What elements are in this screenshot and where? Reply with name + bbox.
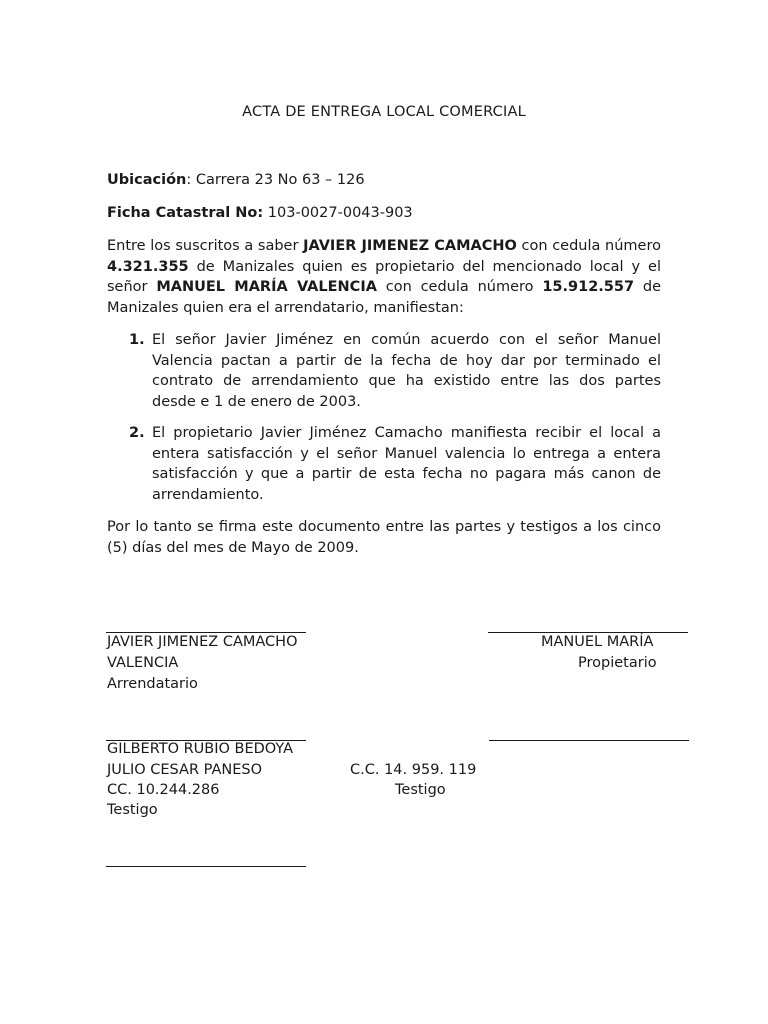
list-item-number: 1.	[129, 332, 145, 348]
witness-1-name: GILBERTO RUBIO BEDOYA	[107, 741, 294, 757]
intro-text-1: Entre los suscritos a saber	[107, 238, 304, 254]
list-item-text: El señor Javier Jiménez en común acuerdo con el señor Manuel Valencia pactan a partir de la fecha de hoy dar por terminado el contrato de arrendamiento que ha existido entre las dos partes desde e 1 de enero de 2003.	[152, 332, 661, 411]
signature-line-witness-2	[489, 740, 689, 741]
tenant-signature-name: JAVIER JIMENEZ CAMACHO	[107, 634, 298, 650]
list-item	[107, 330, 661, 413]
owner-id: 4.321.355	[107, 258, 189, 275]
witness-1-role: Testigo	[395, 782, 446, 798]
cadastral-value: 103-0027-0043-903	[263, 205, 413, 221]
cadastral-label: Ficha Catastral No:	[107, 205, 264, 221]
list-item-text: El propietario Javier Jiménez Camacho manifiesta recibir el local a entera satisfacción y el señor Manuel valencia lo entrega a entera satisfacción y que a partir de esta fecha no pagara más canon de arrendamiento.	[152, 424, 661, 503]
tenant-name: MANUEL MARÍA VALENCIA	[156, 279, 377, 296]
owner-name: JAVIER JIMENEZ CAMACHO	[303, 238, 517, 254]
location-value: : Carrera 23 No 63 – 126	[186, 172, 365, 188]
witness-2-id: CC. 10.244.286	[107, 782, 220, 798]
cadastral-field	[107, 205, 413, 221]
list-item-number: 2.	[129, 424, 145, 441]
intro-text-2: con cedula número	[516, 238, 661, 254]
tenant-signature-name-cont: VALENCIA	[107, 655, 179, 671]
tenant-id: 15.912.557	[542, 279, 635, 296]
witness-2-name: JULIO CESAR PANESO	[107, 762, 262, 778]
signature-line-tenant	[106, 632, 306, 633]
signature-line-extra	[106, 866, 306, 867]
document-title: ACTA DE ENTREGA LOCAL COMERCIAL	[242, 104, 526, 120]
witness-1-id: C.C. 14. 959. 119	[350, 762, 477, 778]
intro-text-3: de Manizales quien es propietario del mencionado local y el señor	[107, 258, 661, 296]
tenant-role: Arrendatario	[107, 676, 198, 692]
signature-line-owner	[488, 632, 688, 633]
list-item	[107, 423, 661, 506]
intro-text-4: con cedula número	[376, 279, 543, 296]
owner-role: Propietario	[578, 655, 657, 671]
witness-2-role: Testigo	[107, 802, 158, 818]
intro-paragraph	[107, 236, 661, 319]
owner-signature-name: MANUEL MARÍA	[541, 634, 654, 650]
intro-text-5: de Manizales quien era el arrendatario, manifiestan:	[107, 279, 662, 317]
location-label: Ubicación	[107, 172, 187, 188]
location-field	[107, 172, 365, 188]
closing-paragraph: Por lo tanto se firma este documento entre las partes y testigos a los cinco (5) días del mes de Mayo de 2009.	[107, 519, 661, 556]
agreement-list	[107, 330, 661, 506]
